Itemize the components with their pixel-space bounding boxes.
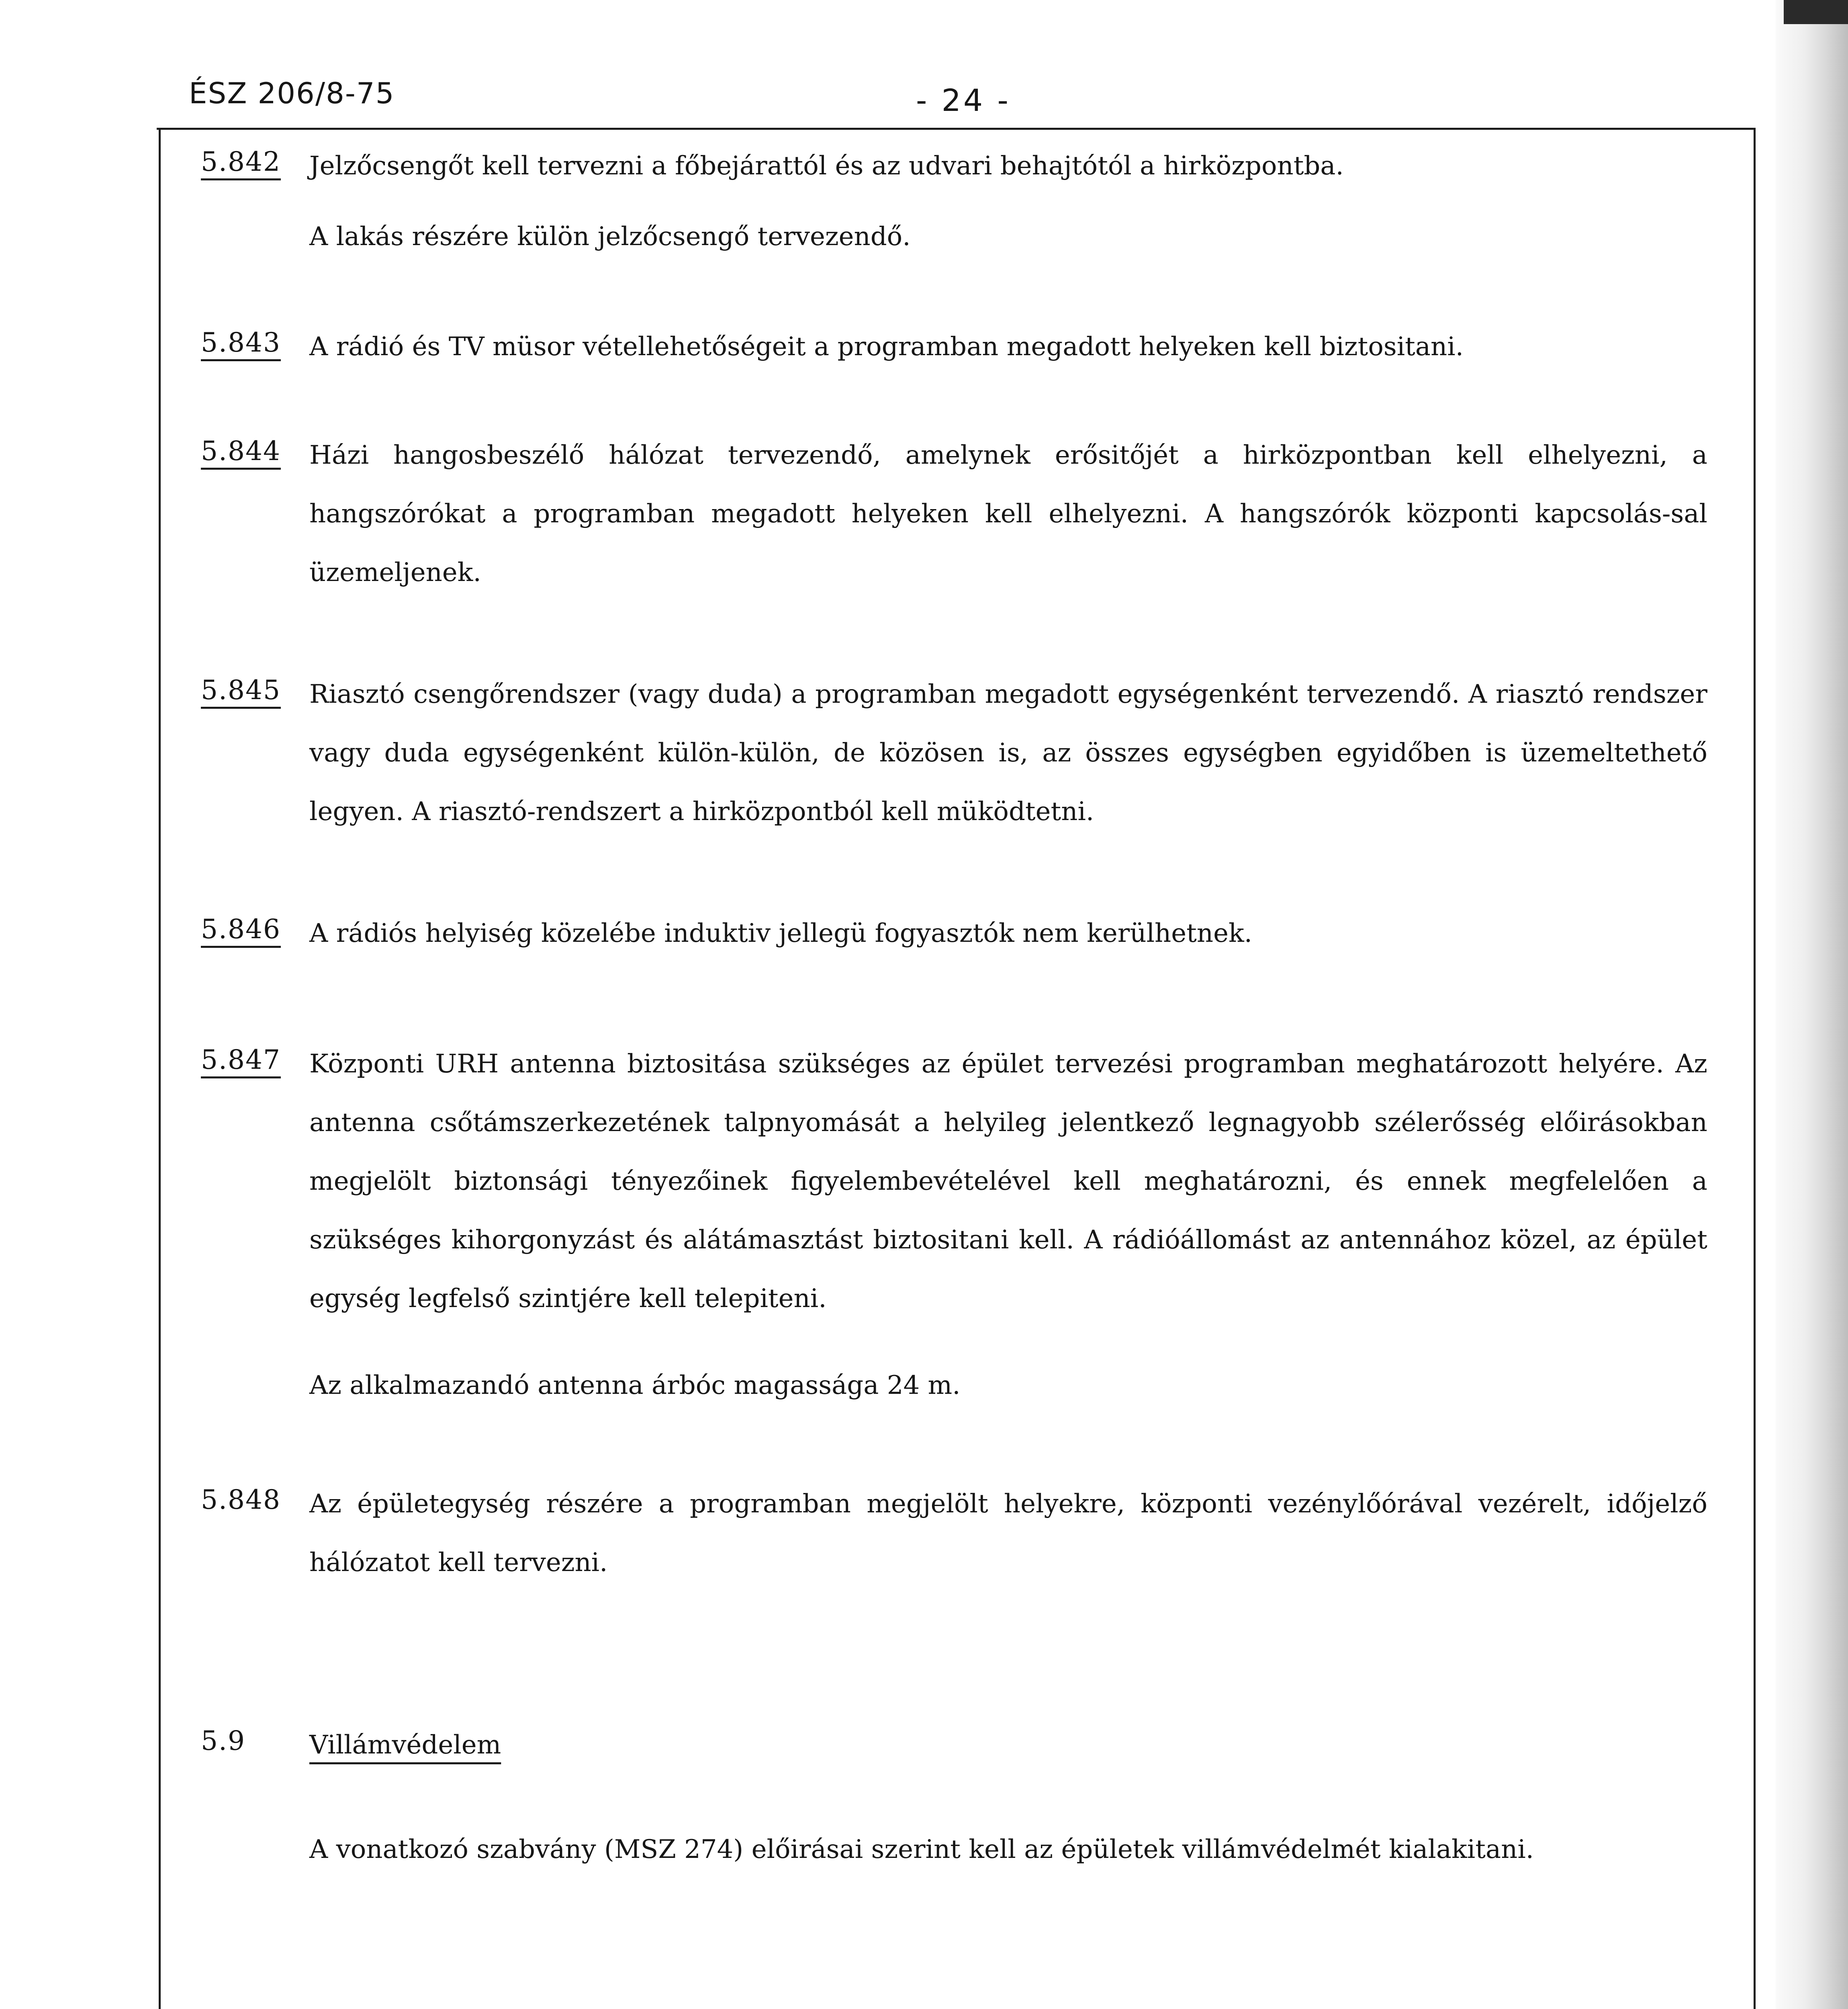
item-number: 5.842 xyxy=(201,149,281,180)
frame-right-rule xyxy=(1754,128,1756,2009)
item-text-5847 xyxy=(309,1035,1707,1415)
document-id: ÉSZ 206/8-75 xyxy=(189,76,395,110)
item-number: 5.844 xyxy=(201,438,281,470)
section-title: Villámvédelem xyxy=(309,1730,501,1760)
item-number: 5.847 xyxy=(201,1047,281,1078)
section-heading xyxy=(309,1716,1707,1774)
item-text-5848 xyxy=(309,1475,1707,1592)
scan-edge-shadow xyxy=(1776,0,1848,2009)
item-line: A rádiós helyiség közelébe induktiv jellegü fogyasztók nem kerülhetnek. xyxy=(309,919,1253,948)
item-number: 5.845 xyxy=(201,677,281,709)
item-line: Házi hangosbeszélő hálózat tervezendő, amelynek erősitőjét a hirközpontban kell elhelyezni, a hangszórókat a programban megadott helyeken kell elhelyezni. A hangszórók központi kapcsolás-sal üzemeljenek. xyxy=(309,440,1707,587)
item-number: 5.843 xyxy=(201,329,281,361)
item-line: Központi URH antenna biztositása szükséges az épület tervezési programban meghatározott helyére. Az antenna csőtámszerkezetének talpnyomását a helyileg jelentkező legnagyobb szélerősség előirásokban megjelölt biztonsági tényezőinek figyelembevételével kell meghatározni, és ennek megfelelően a szükséges kihorgonyzást és alátámasztást biztositani kell. A rádióállomást az antennához közel, az épület egység legfelső szintjére kell telepiteni. xyxy=(309,1049,1707,1313)
item-line: Jelzőcsengőt kell tervezni a főbejárattól és az udvari behajtótól a hirközpontba. xyxy=(309,151,1344,181)
item-text-5843 xyxy=(309,317,1707,376)
item-line: Az épületegység részére a programban megjelölt helyekre, központi vezénylőórával vezérelt, időjelző hálózatot kell tervezni. xyxy=(309,1489,1707,1577)
item-line: Az alkalmazandó antenna árbóc magassága 24 m. xyxy=(309,1371,961,1400)
item-text-5846 xyxy=(309,904,1707,963)
item-text-5845 xyxy=(309,665,1707,841)
frame-left-rule xyxy=(159,128,161,2009)
item-number: 5.846 xyxy=(201,916,281,948)
section-paragraph: A vonatkozó szabvány (MSZ 274) előirásai szerint kell az épületek villámvédelmét kialakitani. xyxy=(309,1835,1534,1864)
section-number: 5.9 xyxy=(201,1725,245,1756)
item-text-5844 xyxy=(309,426,1707,602)
page-number: - 24 - xyxy=(916,82,1011,118)
item-line: A lakás részére külön jelzőcsengő tervezendő. xyxy=(309,222,911,252)
item-line: Riasztó csengőrendszer (vagy duda) a programban megadott egységenként tervezendő. A riasztó rendszer vagy duda egységenként külön-külön, de közösen is, az összes egységben egyidőben is üzemeltethető legyen. A riasztó-rendszert a hirközpontból kell müködtetni. xyxy=(309,679,1707,827)
item-text-5842 xyxy=(309,137,1707,266)
section-text xyxy=(309,1820,1707,1879)
item-line: A rádió és TV müsor vétellehetőségeit a programban megadott helyeken kell biztositani. xyxy=(309,332,1464,362)
scan-edge-mark xyxy=(1784,0,1848,24)
frame-top-rule xyxy=(157,128,1756,130)
item-number: 5.848 xyxy=(201,1484,281,1515)
